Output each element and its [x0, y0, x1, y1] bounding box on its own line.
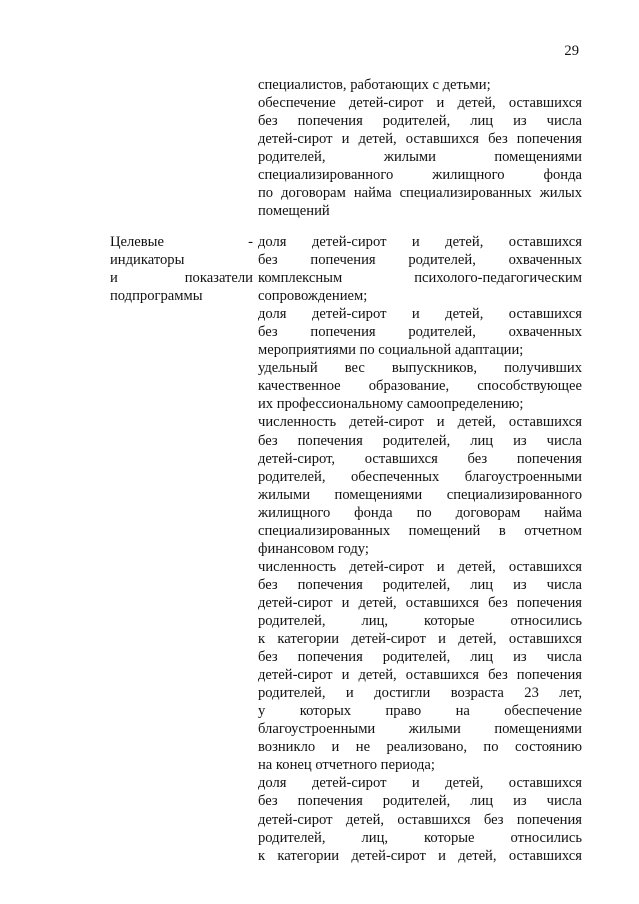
- text-line: детей-сирот детей, оставшихся без попечения: [258, 811, 582, 828]
- text-line: без попечения родителей, лиц из числа: [258, 793, 582, 810]
- text-line: без попечения родителей, лиц из числа: [258, 649, 582, 666]
- text-line: к категории детей-сирот и детей, оставшихся: [258, 631, 582, 648]
- text-line: жилищного фонда по договорам найма: [258, 504, 582, 521]
- text-line: специализированных помещений в отчетном: [258, 522, 582, 539]
- text-line: качественное образование, способствующее: [258, 378, 582, 395]
- text-line: без попечения родителей, лиц из числа: [258, 576, 582, 593]
- text-line: к категории детей-сирот и детей, оставшихся: [258, 847, 582, 864]
- text-line: детей-сирот, оставшихся без попечения: [258, 450, 582, 467]
- text-line: родителей, и достигли возраста 23 лет,: [258, 685, 582, 702]
- text-line: численность детей-сирот и детей, оставшихся: [258, 558, 582, 575]
- text-line: специализированного жилищного фонда: [258, 167, 582, 184]
- label-line: и показатели: [110, 270, 253, 287]
- text-line: финансовом году;: [258, 540, 369, 557]
- text-line: удельный вес выпускников, получивших: [258, 360, 582, 377]
- text-line: благоустроенными жилыми помещениями: [258, 721, 582, 738]
- text-line: сопровождением;: [258, 288, 368, 305]
- text-line: у которых право на обеспечение: [258, 703, 582, 720]
- text-line: жилыми помещениями специализированного: [258, 486, 582, 503]
- text-line: детей-сирот и детей, оставшихся без попечения: [258, 131, 582, 148]
- label-line: подпрограммы: [110, 288, 203, 305]
- text-line: родителей, обеспеченных благоустроенными: [258, 468, 582, 485]
- text-line: детей-сирот и детей, оставшихся без попечения: [258, 594, 582, 611]
- text-line: возникло и не реализовано, по состоянию: [258, 739, 582, 756]
- text-line: их профессиональному самоопределению;: [258, 396, 524, 413]
- text-line: родителей, лиц, которые относились: [258, 829, 582, 846]
- text-line: доля детей-сирот и детей, оставшихся: [258, 775, 582, 792]
- text-line: детей-сирот и детей, оставшихся без попечения: [258, 667, 582, 684]
- text-line: без попечения родителей, охваченных: [258, 252, 582, 269]
- text-line: помещений: [258, 203, 330, 220]
- label-line: Целевые -: [110, 234, 253, 250]
- top-text-block: [258, 76, 582, 220]
- text-line: родителей, лиц, которые относились: [258, 612, 582, 629]
- page-number: 29: [564, 43, 579, 59]
- label-line: индикаторы: [110, 252, 185, 269]
- text-line: без попечения родителей, охваченных: [258, 324, 582, 341]
- section-content: [258, 233, 582, 865]
- text-line: комплексным психолого-педагогическим: [258, 270, 582, 287]
- text-line: по договорам найма специализированных жилых: [258, 185, 582, 202]
- section-label: [110, 233, 253, 305]
- text-line: на конец отчетного периода;: [258, 757, 435, 774]
- text-line: численность детей-сирот и детей, оставшихся: [258, 414, 582, 431]
- text-line: родителей, жилыми помещениями: [258, 149, 582, 166]
- text-line: доля детей-сирот и детей, оставшихся: [258, 306, 582, 323]
- text-line: обеспечение детей-сирот и детей, оставшихся: [258, 95, 582, 112]
- text-line: специалистов, работающих с детьми;: [258, 77, 491, 93]
- text-line: мероприятиями по социальной адаптации;: [258, 342, 524, 359]
- text-line: без попечения родителей, лиц из числа: [258, 432, 582, 449]
- text-line: без попечения родителей, лиц из числа: [258, 113, 582, 130]
- text-line: доля детей-сирот и детей, оставшихся: [258, 234, 582, 250]
